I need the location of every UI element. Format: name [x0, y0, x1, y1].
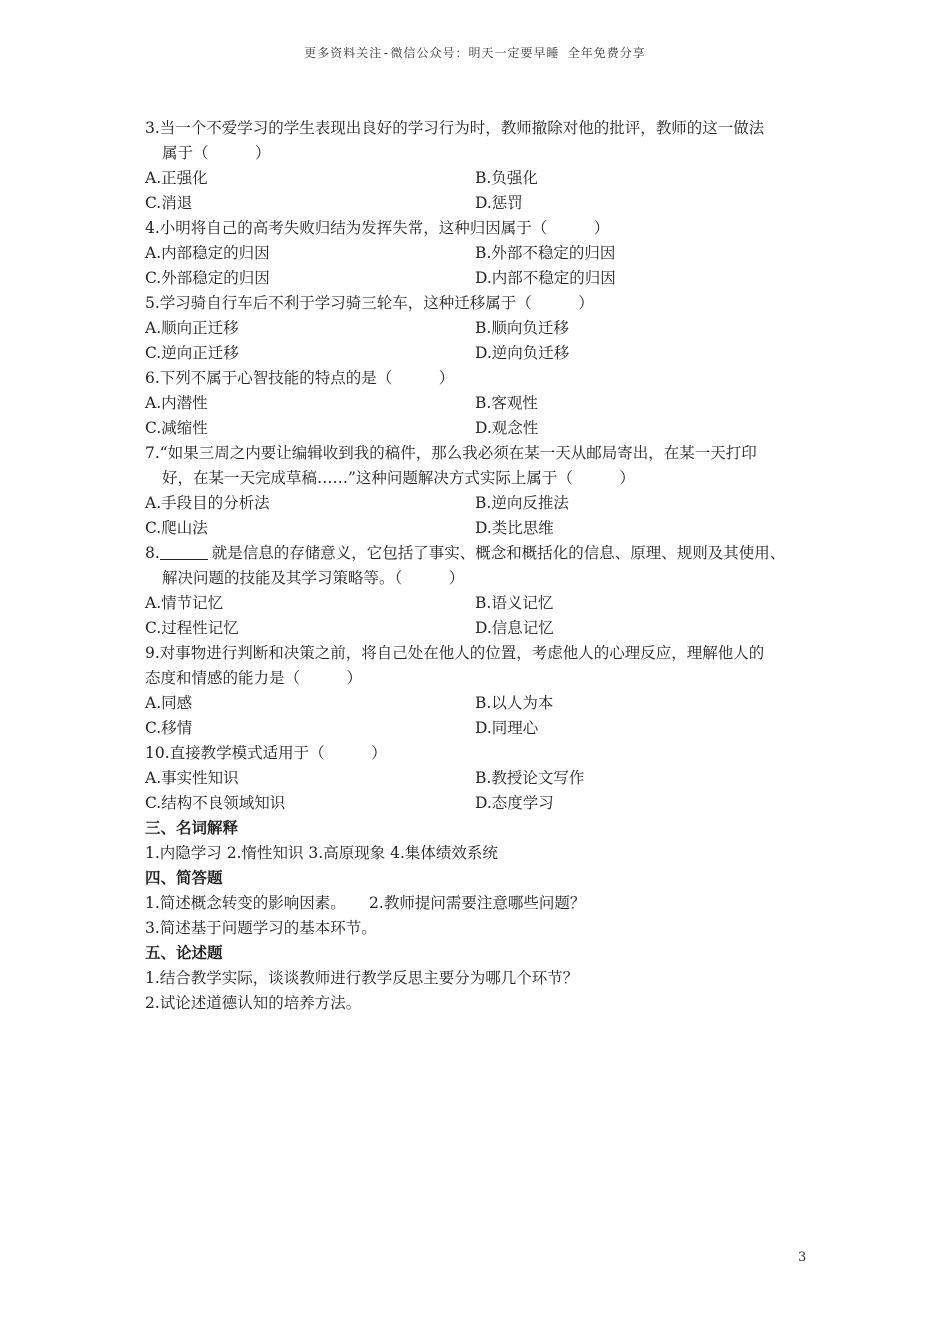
option-c: C.外部稳定的归因: [145, 269, 270, 287]
option-d: D.信息记忆: [475, 619, 554, 637]
page-header: 更多资料关注-微信公众号：明天一定要早睡 全年免费分享: [304, 46, 646, 60]
option-b: B.外部不稳定的归因: [475, 244, 616, 262]
question-4-options-row-2: [145, 266, 815, 291]
question-9-options-row-1: [145, 691, 815, 716]
section-4-item-line-1: 1.简述概念转变的影响因素。 2.教师提问需要注意哪些问题？: [145, 894, 586, 912]
question-8-stem: 就是信息的存储意义，它包括了事实、概念和概括化的信息、原理、规则及其使用、: [211, 544, 786, 562]
question-10-text: 10.直接教学模式适用于（ ）: [145, 744, 387, 762]
option-b: B.客观性: [475, 394, 538, 412]
page-number: 3: [798, 1250, 807, 1265]
question-8-text: [145, 541, 815, 566]
question-7-options-row-2: [145, 516, 815, 541]
question-6-options-row-2: [145, 416, 815, 441]
option-b: B.逆向反推法: [475, 494, 569, 512]
option-c: C.减缩性: [145, 419, 208, 437]
option-b: B.负强化: [475, 169, 538, 187]
question-4-text: 4.小明将自己的高考失败归结为发挥失常，这种归因属于（ ）: [145, 219, 610, 237]
option-a: A.同感: [145, 694, 193, 712]
question-10-options-row-2: [145, 791, 815, 816]
section-5-item-line-2: 2.试论述道德认知的培养方法。: [145, 994, 362, 1012]
option-b: B.顺向负迁移: [475, 319, 569, 337]
option-a: A.顺向正迁移: [145, 319, 239, 337]
question-6-options-row-1: [145, 391, 815, 416]
question-3-text: 3.当一个不爱学习的学生表现出良好的学习行为时，教师撤除对他的批评，教师的这一做法: [145, 119, 765, 137]
option-a: A.手段目的分析法: [145, 494, 270, 512]
question-6-text: 6.下列不属于心智技能的特点的是（ ）: [145, 369, 455, 387]
option-c: C.过程性记忆: [145, 619, 239, 637]
option-c: C.移情: [145, 719, 193, 737]
section-3-items: 1.内隐学习 2.惰性知识 3.高原现象 4.集体绩效系统: [145, 844, 498, 862]
option-d: D.内部不稳定的归因: [475, 269, 616, 287]
option-a: A.正强化: [145, 169, 208, 187]
question-9-options-row-2: [145, 716, 815, 741]
option-c: C.逆向正迁移: [145, 344, 239, 362]
section-4-item-line-2: 3.简述基于问题学习的基本环节。: [145, 919, 377, 937]
option-b: B.以人为本: [475, 694, 554, 712]
question-5-text: 5.学习骑自行车后不利于学习骑三轮车，这种迁移属于（ ）: [145, 294, 594, 312]
question-8-options-row-1: [145, 591, 815, 616]
question-9-text-cont: 态度和情感的能力是（ ）: [145, 669, 363, 687]
option-d: D.类比思维: [475, 519, 554, 537]
question-4-options-row-1: [145, 241, 815, 266]
option-c: C.爬山法: [145, 519, 208, 537]
option-c: C.结构不良领域知识: [145, 794, 286, 812]
section-4-heading: 四、简答题: [145, 869, 223, 887]
question-3-text-cont: 属于（ ）: [162, 144, 271, 162]
option-a: A.情节记忆: [145, 594, 224, 612]
question-5-options-row-2: [145, 341, 815, 366]
question-3-options-row-1: [145, 166, 815, 191]
section-5-heading: 五、论述题: [145, 944, 223, 962]
question-8-text-cont: 解决问题的技能及其学习策略等。（ ）: [162, 569, 465, 587]
document-body: [145, 116, 815, 1016]
question-9-text: 9.对事物进行判断和决策之前，将自己处在他人的位置，考虑他人的心理反应，理解他人的: [145, 644, 765, 662]
question-3-options-row-2: [145, 191, 815, 216]
section-3-heading: 三、名词解释: [145, 819, 239, 837]
fill-in-blank: [160, 543, 208, 560]
option-d: D.同理心: [475, 719, 539, 737]
option-d: D.态度学习: [475, 794, 554, 812]
option-b: B.语义记忆: [475, 594, 554, 612]
option-a: A.事实性知识: [145, 769, 239, 787]
option-d: D.逆向负迁移: [475, 344, 570, 362]
option-a: A.内潜性: [145, 394, 208, 412]
question-8-number: 8.: [145, 544, 160, 562]
option-b: B.教授论文写作: [475, 769, 585, 787]
option-d: D.惩罚: [475, 194, 523, 212]
option-c: C.消退: [145, 194, 193, 212]
option-a: A.内部稳定的归因: [145, 244, 270, 262]
question-10-options-row-1: [145, 766, 815, 791]
question-7-text: 7.“如果三周之内要让编辑收到我的稿件，那么我必须在某一天从邮局寄出，在某一天打印: [145, 444, 757, 462]
section-5-item-line-1: 1.结合教学实际，谈谈教师进行教学反思主要分为哪几个环节？: [145, 969, 579, 987]
question-8-options-row-2: [145, 616, 815, 641]
question-5-options-row-1: [145, 316, 815, 341]
question-7-options-row-1: [145, 491, 815, 516]
question-7-text-cont: 好，在某一天完成草稿……”这种问题解决方式实际上属于（ ）: [162, 469, 635, 487]
option-d: D.观念性: [475, 419, 539, 437]
